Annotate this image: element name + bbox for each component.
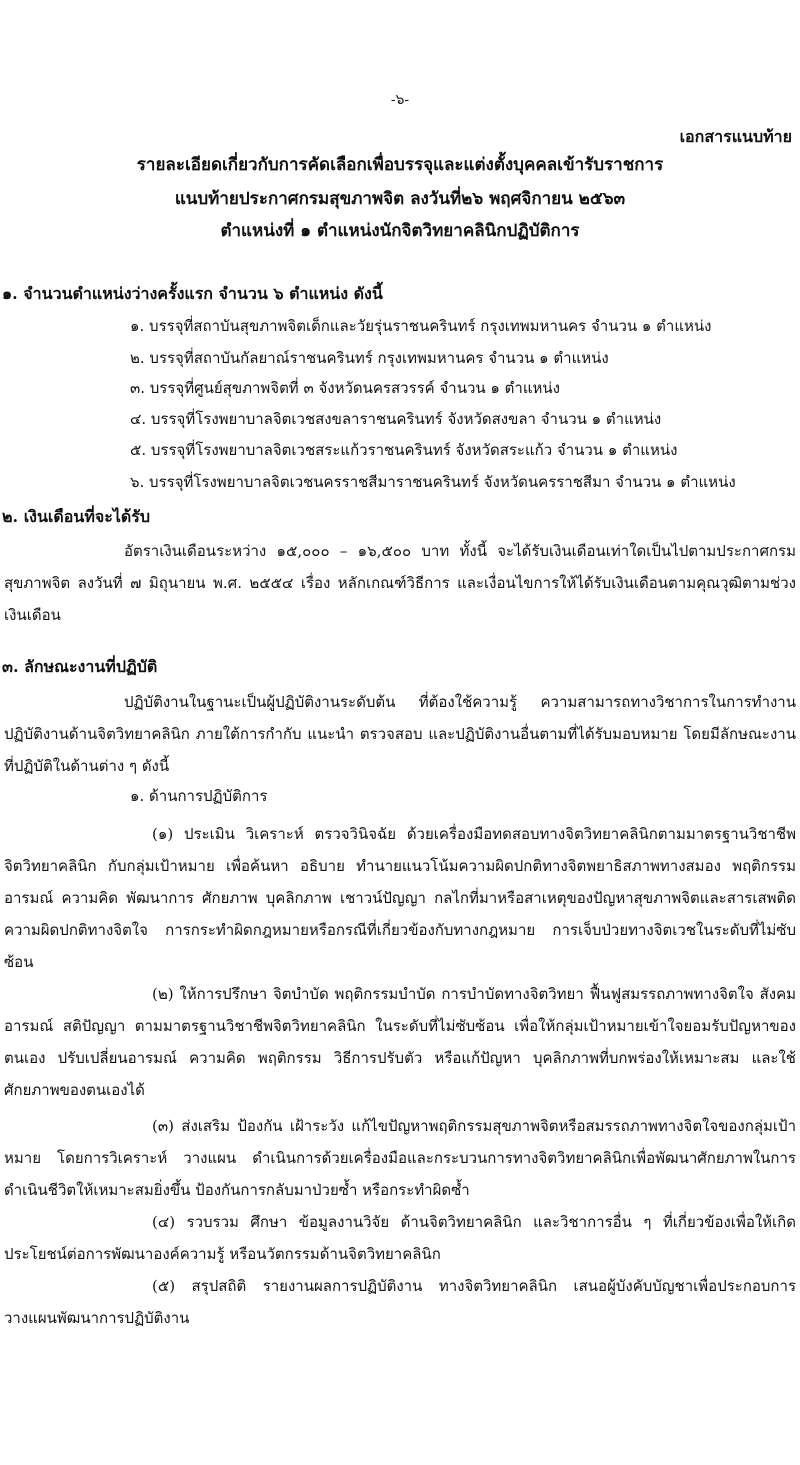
salary-paragraph: อัตราเงินเดือนระหว่าง ๑๕,๐๐๐ – ๑๖,๕๐๐ บาท ทั้งนี้ จะได้รับเงินเดือนเท่าใดเป็นไปตามประกาศกรมสุขภาพจิต ลงวันที่ ๗ มิถุนายน พ.ศ. ๒๕๕๔ เรื่อง หลักเกณฑ์วิธีการ และเงื่อนไขการให้ได้รับเงินเดือนตามคุณวุฒิตามช่วงเงินเดือน (4, 542, 796, 624)
document-title-line-1: รายละเอียดเกี่ยวกับการคัดเลือกเพื่อบรรจุและแต่งตั้งบุคคลเข้ารับราชการ (136, 155, 664, 175)
section-3-heading: ๓. ลักษณะงานที่ปฏิบัติ (2, 657, 158, 676)
duty-paragraph-3: (๓) ส่งเสริม ป้องกัน เฝ้าระวัง แก้ไขปัญหาพฤติกรรมสุขภาพจิตหรือสมรรถภาพทางจิตใจของกลุ่มเป้าหมาย โดยการวิเคราะห์ วางแผน ดำเนินการด้วยเครื่องมือและกระบวนการทางจิตวิทยาคลินิกเพื่อพัฒนาศักยภาพในการดำเนินชีวิตให้เหมาะสมยิ่งขึ้น ป้องกันการกลับมาป่วยซ้ำ หรือกระทำผิดซ้ำ (4, 1117, 796, 1199)
section-2-heading: ๒. เงินเดือนที่จะได้รับ (2, 507, 151, 526)
duty-paragraph-1: (๑) ประเมิน วิเคราะห์ ตรวจวินิจฉัย ด้วยเครื่องมือทดสอบทางจิตวิทยาคลินิกตามมาตรฐานวิชาชีพจิตวิทยาคลินิก กับกลุ่มเป้าหมาย เพื่อค้นหา อธิบาย ทำนายแนวโน้มความผิดปกติทางจิตพยาธิสภาพทางสมอง พฤติกรรม อารมณ์ ความคิด พัฒนาการ ศักยภาพ บุคลิกภาพ เชาวน์ปัญญา กลไกที่มาหรือสาเหตุของปัญหาสุขภาพจิตและสารเสพติด ความผิดปกติทางจิตใจ การกระทำผิดกฎหมายหรือกรณีที่เกี่ยวข้องกับทางกฎหมาย การเจ็บป่วยทางจิตเวชในระดับที่ไม่ซับซ้อน (4, 825, 796, 971)
document-title-line-3: ตำแหน่งที่ ๑ ตำแหน่งนักจิตวิทยาคลินิกปฏิบัติการ (220, 221, 580, 241)
duty-paragraph-2: (๒) ให้การปรึกษา จิตบำบัด พฤติกรรมบำบัด การบำบัดทางจิตวิทยา ฟื้นฟูสมรรถภาพทางจิตใจ สังคม อารมณ์ สติปัญญา ตามมาตรฐานวิชาชีพจิตวิทยาคลินิก ในระดับที่ไม่ซับซ้อน เพื่อให้กลุ่มเป้าหมายเข้าใจยอมรับปัญหาของตนเอง ปรับเปลี่ยนอารมณ์ ความคิด พฤติกรรม วิธีการปรับตัว หรือแก้ปัญหา บุคลิกภาพที่บกพร่องให้เหมาะสม และใช้ศักยภาพของตนเองได้ (4, 985, 796, 1099)
position-list-item: ๔. บรรจุที่โรงพยาบาลจิตเวชสงขลาราชนครินทร์ จังหวัดสงขลา จำนวน ๑ ตำแหน่ง (130, 410, 662, 428)
position-list-item: ๓. บรรจุที่ศูนย์สุขภาพจิตที่ ๓ จังหวัดนครสวรรค์ จำนวน ๑ ตำแหน่ง (130, 379, 560, 397)
operations-subheading: ๑. ด้านการปฏิบัติการ (130, 787, 268, 805)
attachment-label: เอกสารแนบท้าย (679, 127, 792, 146)
section-1-heading: ๑. จำนวนตำแหน่งว่างครั้งแรก จำนวน ๖ ตำแหน่ง ดังนี้ (2, 284, 383, 303)
position-list-item: ๖. บรรจุที่โรงพยาบาลจิตเวชนครราชสีมาราชนครินทร์ จังหวัดนครราชสีมา จำนวน ๑ ตำแหน่ง (130, 473, 736, 491)
duties-intro-paragraph: ปฏิบัติงานในฐานะเป็นผู้ปฏิบัติงานระดับต้น ที่ต้องใช้ความรู้ ความสามารถทางวิชาการในการทำงาน ปฏิบัติงานด้านจิตวิทยาคลินิก ภายใต้การกำกับ แนะนำ ตรวจสอบ และปฏิบัติงานอื่นตามที่ได้รับมอบหมาย โดยมีลักษณะงานที่ปฏิบัติในด้านต่าง ๆ ดังนี้ (4, 693, 796, 775)
position-list-item: ๕. บรรจุที่โรงพยาบาลจิตเวชสระแก้วราชนครินทร์ จังหวัดสระแก้ว จำนวน ๑ ตำแหน่ง (130, 441, 678, 459)
document-title-line-2: แนบท้ายประกาศกรมสุขภาพจิต ลงวันที่๒๖ พฤศจิกายน ๒๕๖๓ (174, 189, 626, 209)
page-number: -๖- (390, 92, 410, 108)
duty-paragraph-5: (๕) สรุปสถิติ รายงานผลการปฏิบัติงาน ทางจิตวิทยาคลินิก เสนอผู้บังคับบัญชาเพื่อประกอบการวางแผนพัฒนาการปฏิบัติงาน (4, 1277, 796, 1327)
duty-paragraph-4: (๔) รวบรวม ศึกษา ข้อมูลงานวิจัย ด้านจิตวิทยาคลินิก และวิชาการอื่น ๆ ที่เกี่ยวข้องเพื่อให้เกิดประโยชน์ต่อการพัฒนาองค์ความรู้ หรือนวัตกรรมด้านจิตวิทยาคลินิก (4, 1213, 796, 1263)
position-list-item: ๑. บรรจุที่สถาบันสุขภาพจิตเด็กและวัยรุ่นราชนครินทร์ กรุงเทพมหานคร จำนวน ๑ ตำแหน่ง (130, 317, 712, 335)
position-list-item: ๒. บรรจุที่สถาบันกัลยาณ์ราชนครินทร์ กรุงเทพมหานคร จำนวน ๑ ตำแหน่ง (130, 349, 609, 367)
